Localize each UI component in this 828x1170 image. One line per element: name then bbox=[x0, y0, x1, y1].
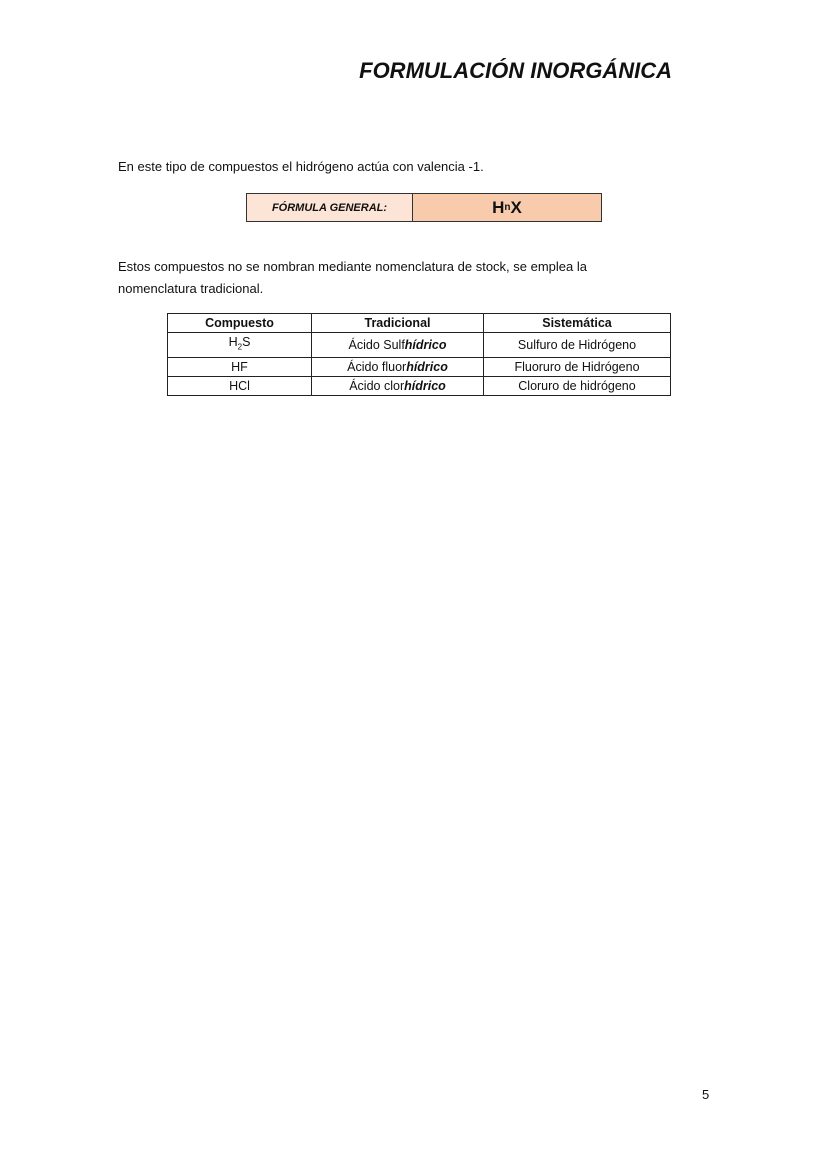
traditional-cell: Ácido fluorhídrico bbox=[312, 357, 484, 376]
general-formula-box bbox=[246, 193, 602, 222]
systematic-cell: Fluoruro de Hidrógeno bbox=[484, 357, 671, 376]
formula-tail: X bbox=[510, 197, 522, 217]
table-header-row bbox=[168, 314, 671, 333]
compound-cell: $H_2S$ bbox=[168, 333, 312, 358]
formula-value bbox=[413, 194, 601, 221]
page-number: 5 bbox=[702, 1087, 710, 1102]
table-row bbox=[168, 357, 671, 376]
compound-cell: HF bbox=[168, 357, 312, 376]
header-tradicional: Tradicional bbox=[312, 314, 484, 333]
formula-sub: n bbox=[504, 202, 511, 213]
traditional-cell: Ácido Sulfhídrico bbox=[312, 333, 484, 358]
intro-text: En este tipo de compuestos el hidrógeno actúa con valencia -1. bbox=[118, 159, 484, 174]
nomenclature-text: Estos compuestos no se nombran mediante nomenclatura de stock, se emplea la nomenclatura tradicional. bbox=[118, 259, 587, 296]
compound-cell: HCl bbox=[168, 376, 312, 395]
page-title: FORMULACIÓN INORGÁNICA bbox=[359, 58, 672, 83]
header-sistematica: Sistemática bbox=[484, 314, 671, 333]
header-compuesto: Compuesto bbox=[168, 314, 312, 333]
traditional-cell: Ácido clorhídrico bbox=[312, 376, 484, 395]
formula-base: H bbox=[492, 197, 505, 217]
formula-label: FÓRMULA GENERAL: bbox=[247, 194, 413, 221]
systematic-cell: Sulfuro de Hidrógeno bbox=[484, 333, 671, 358]
table-row bbox=[168, 333, 671, 358]
systematic-cell: Cloruro de hidrógeno bbox=[484, 376, 671, 395]
compounds-table bbox=[167, 313, 671, 396]
table-row bbox=[168, 376, 671, 395]
